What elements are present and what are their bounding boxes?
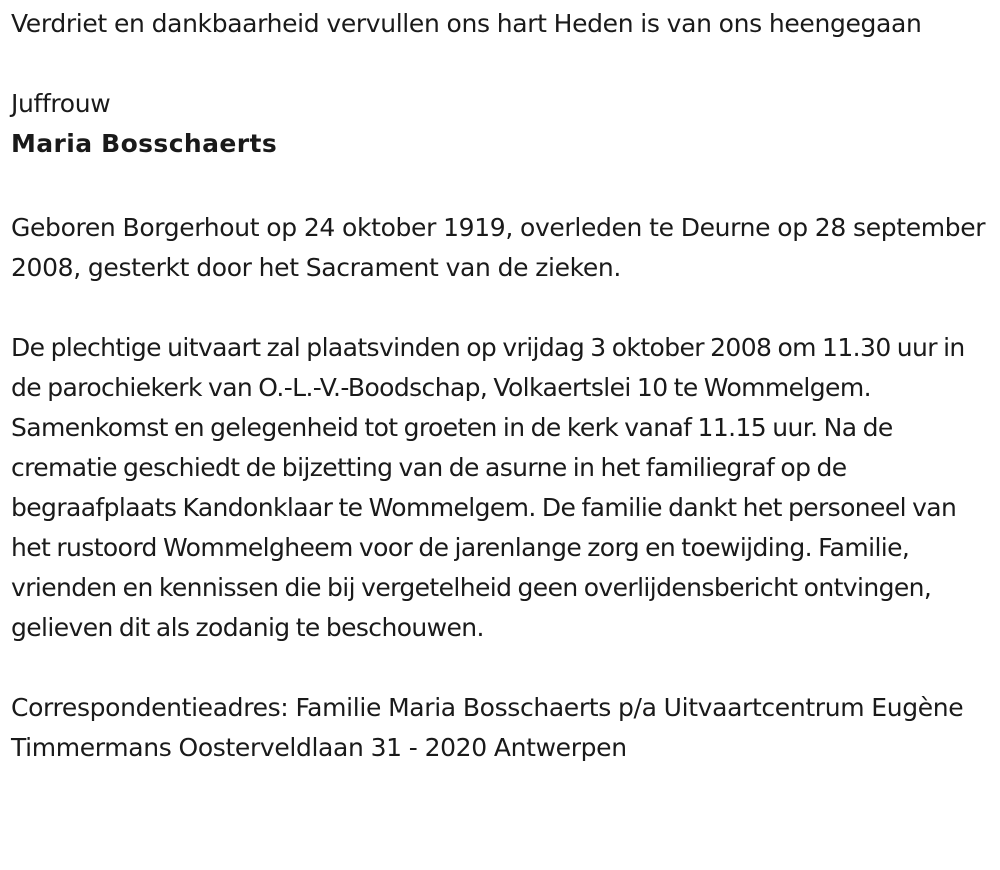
spacer bbox=[11, 168, 996, 208]
spacer bbox=[11, 288, 996, 328]
intro-text: Verdriet en dankbaarheid vervullen ons hart Heden is van ons heengegaan bbox=[11, 9, 922, 38]
spacer bbox=[11, 648, 996, 688]
spacer bbox=[11, 44, 996, 84]
deceased-name: Maria Bosschaerts bbox=[11, 129, 278, 158]
birth-death-text: Geboren Borgerhout op 24 oktober 1919, overleden te Deurne op 28 september 2008, gesterkt door het Sacrament van de zieken. bbox=[11, 213, 986, 282]
obituary-notice bbox=[11, 4, 996, 768]
correspondence-address-text: Correspondentieadres: Familie Maria Bosschaerts p/a Uitvaartcentrum Eugène Timmermans Oosterveldlaan 31 - 2020 Antwerpen bbox=[11, 693, 964, 762]
funeral-details-text: De plechtige uitvaart zal plaatsvinden op vrijdag 3 oktober 2008 om 11.30 uur in de parochiekerk van O.-L.-V.-Boodschap, Volkaertslei 10 te Wommelgem. Samenkomst en gelegenheid tot groeten in de kerk vanaf 11.15 uur. Na de crematie geschiedt de bijzetting van de asurne in het familiegraf op de begraafplaats Kandonklaar te Wommelgem. De familie dankt het personeel van het rustoord Wommelgheem voor de jarenlange zorg en toewijding. Familie, vrienden en kennissen die bij vergetelheid geen overlijdensbericht ontvingen, gelieven dit als zodanig te beschouwen. bbox=[11, 333, 965, 642]
honorific-title: Juffrouw bbox=[11, 89, 111, 118]
